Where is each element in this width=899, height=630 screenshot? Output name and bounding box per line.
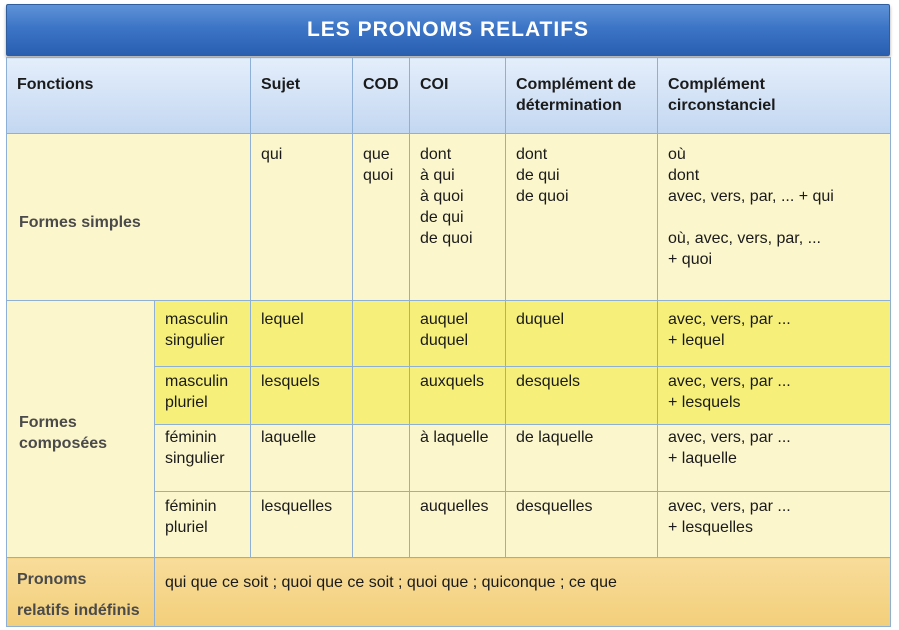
cell-line: + lequel <box>668 332 725 349</box>
header-sujet: Sujet <box>251 58 353 134</box>
label-line: Pronoms <box>17 571 87 588</box>
row-label <box>155 425 251 492</box>
header-line: Complément de <box>516 76 637 93</box>
sujet-cell: lesquels <box>251 367 353 425</box>
cell-line: de quoi <box>516 188 569 205</box>
sujet-cell: lesquelles <box>251 492 353 558</box>
cell-line: de qui <box>516 167 560 184</box>
label-line: masculin <box>165 373 229 390</box>
cell-line: qui <box>261 146 283 163</box>
label-line: composées <box>19 435 108 452</box>
simple-complement-determination-cell <box>506 134 658 301</box>
complement-determination-cell: desquels <box>506 367 658 425</box>
header-line: circonstanciel <box>668 97 776 114</box>
composed-forms-label <box>7 301 155 558</box>
cod-cell <box>353 492 410 558</box>
simple-complement-circonstanciel-cell <box>658 134 891 301</box>
relative-pronouns-table <box>6 57 891 627</box>
coi-cell <box>410 425 506 492</box>
cell-line: auquelles <box>420 498 489 515</box>
cell-line: de qui <box>420 209 464 226</box>
complement-circonstanciel-cell <box>658 301 891 367</box>
cell-line: + lesquels <box>668 394 741 411</box>
row-label <box>155 492 251 558</box>
cell-line: où <box>668 146 686 163</box>
cell-line: à laquelle <box>420 429 489 446</box>
cod-cell <box>353 367 410 425</box>
cell-line: où, avec, vers, par, ... <box>668 230 821 247</box>
label-line: singulier <box>165 450 225 467</box>
cell-line: à qui <box>420 167 455 184</box>
cell-line: avec, vers, par ... <box>668 498 791 515</box>
cell-line: avec, vers, par ... <box>668 429 791 446</box>
cell-line: dont <box>516 146 548 163</box>
simple-cod-cell <box>353 134 410 301</box>
simple-forms-row <box>7 134 891 301</box>
cell-line: de quoi <box>420 230 473 247</box>
complement-determination-cell: desquelles <box>506 492 658 558</box>
header-line: détermination <box>516 97 622 114</box>
header-coi: COI <box>410 58 506 134</box>
complement-circonstanciel-cell <box>658 425 891 492</box>
complement-determination-cell: duquel <box>506 301 658 367</box>
row-label <box>155 301 251 367</box>
cod-cell <box>353 301 410 367</box>
coi-cell <box>410 367 506 425</box>
header-line: Complément <box>668 76 765 93</box>
masculin-singulier-row <box>7 301 891 367</box>
complement-circonstanciel-cell <box>658 367 891 425</box>
cell-line: + laquelle <box>668 450 737 467</box>
cell-line: dont <box>420 146 452 163</box>
page-frame <box>6 4 890 622</box>
label-line: Formes <box>19 414 77 431</box>
sujet-cell: laquelle <box>251 425 353 492</box>
simple-sujet-cell <box>251 134 353 301</box>
cell-line: + lesquelles <box>668 519 753 536</box>
page-title: LES PRONOMS RELATIFS <box>6 4 890 56</box>
indefinite-label <box>7 558 155 627</box>
cell-line: que <box>363 146 390 163</box>
indefinite-row <box>7 558 891 627</box>
header-cod: COD <box>353 58 410 134</box>
cell-line: avec, vers, par, ... + qui <box>668 188 834 205</box>
indefinite-pronouns-text: qui que ce soit ; quoi que ce soit ; quoi que ; quiconque ; ce que <box>155 558 891 627</box>
cell-line: dont <box>668 167 700 184</box>
label-line: masculin <box>165 311 229 328</box>
complement-determination-cell: de laquelle <box>506 425 658 492</box>
coi-cell <box>410 492 506 558</box>
sujet-cell: lequel <box>251 301 353 367</box>
cell-line: avec, vers, par ... <box>668 373 791 390</box>
cell-line: auxquels <box>420 373 485 390</box>
header-complement-determination <box>506 58 658 134</box>
coi-cell <box>410 301 506 367</box>
cell-line: quoi <box>363 167 394 184</box>
cell-line <box>668 207 884 228</box>
cell-line: duquel <box>420 332 469 349</box>
label-line: singulier <box>165 332 225 349</box>
simple-forms-label: Formes simples <box>7 134 251 301</box>
label-line: pluriel <box>165 394 208 411</box>
label-line: pluriel <box>165 519 208 536</box>
cell-line: auquel <box>420 311 469 328</box>
simple-coi-cell <box>410 134 506 301</box>
header-complement-circonstanciel <box>658 58 891 134</box>
label-line: relatifs indéfinis <box>17 602 140 619</box>
label-line: féminin <box>165 429 217 446</box>
cell-line: avec, vers, par ... <box>668 311 791 328</box>
complement-circonstanciel-cell <box>658 492 891 558</box>
header-fonctions: Fonctions <box>7 58 251 134</box>
cell-line: + quoi <box>668 251 713 268</box>
header-row <box>7 58 891 134</box>
cell-line: à quoi <box>420 188 464 205</box>
row-label <box>155 367 251 425</box>
label-line: féminin <box>165 498 217 515</box>
cod-cell <box>353 425 410 492</box>
